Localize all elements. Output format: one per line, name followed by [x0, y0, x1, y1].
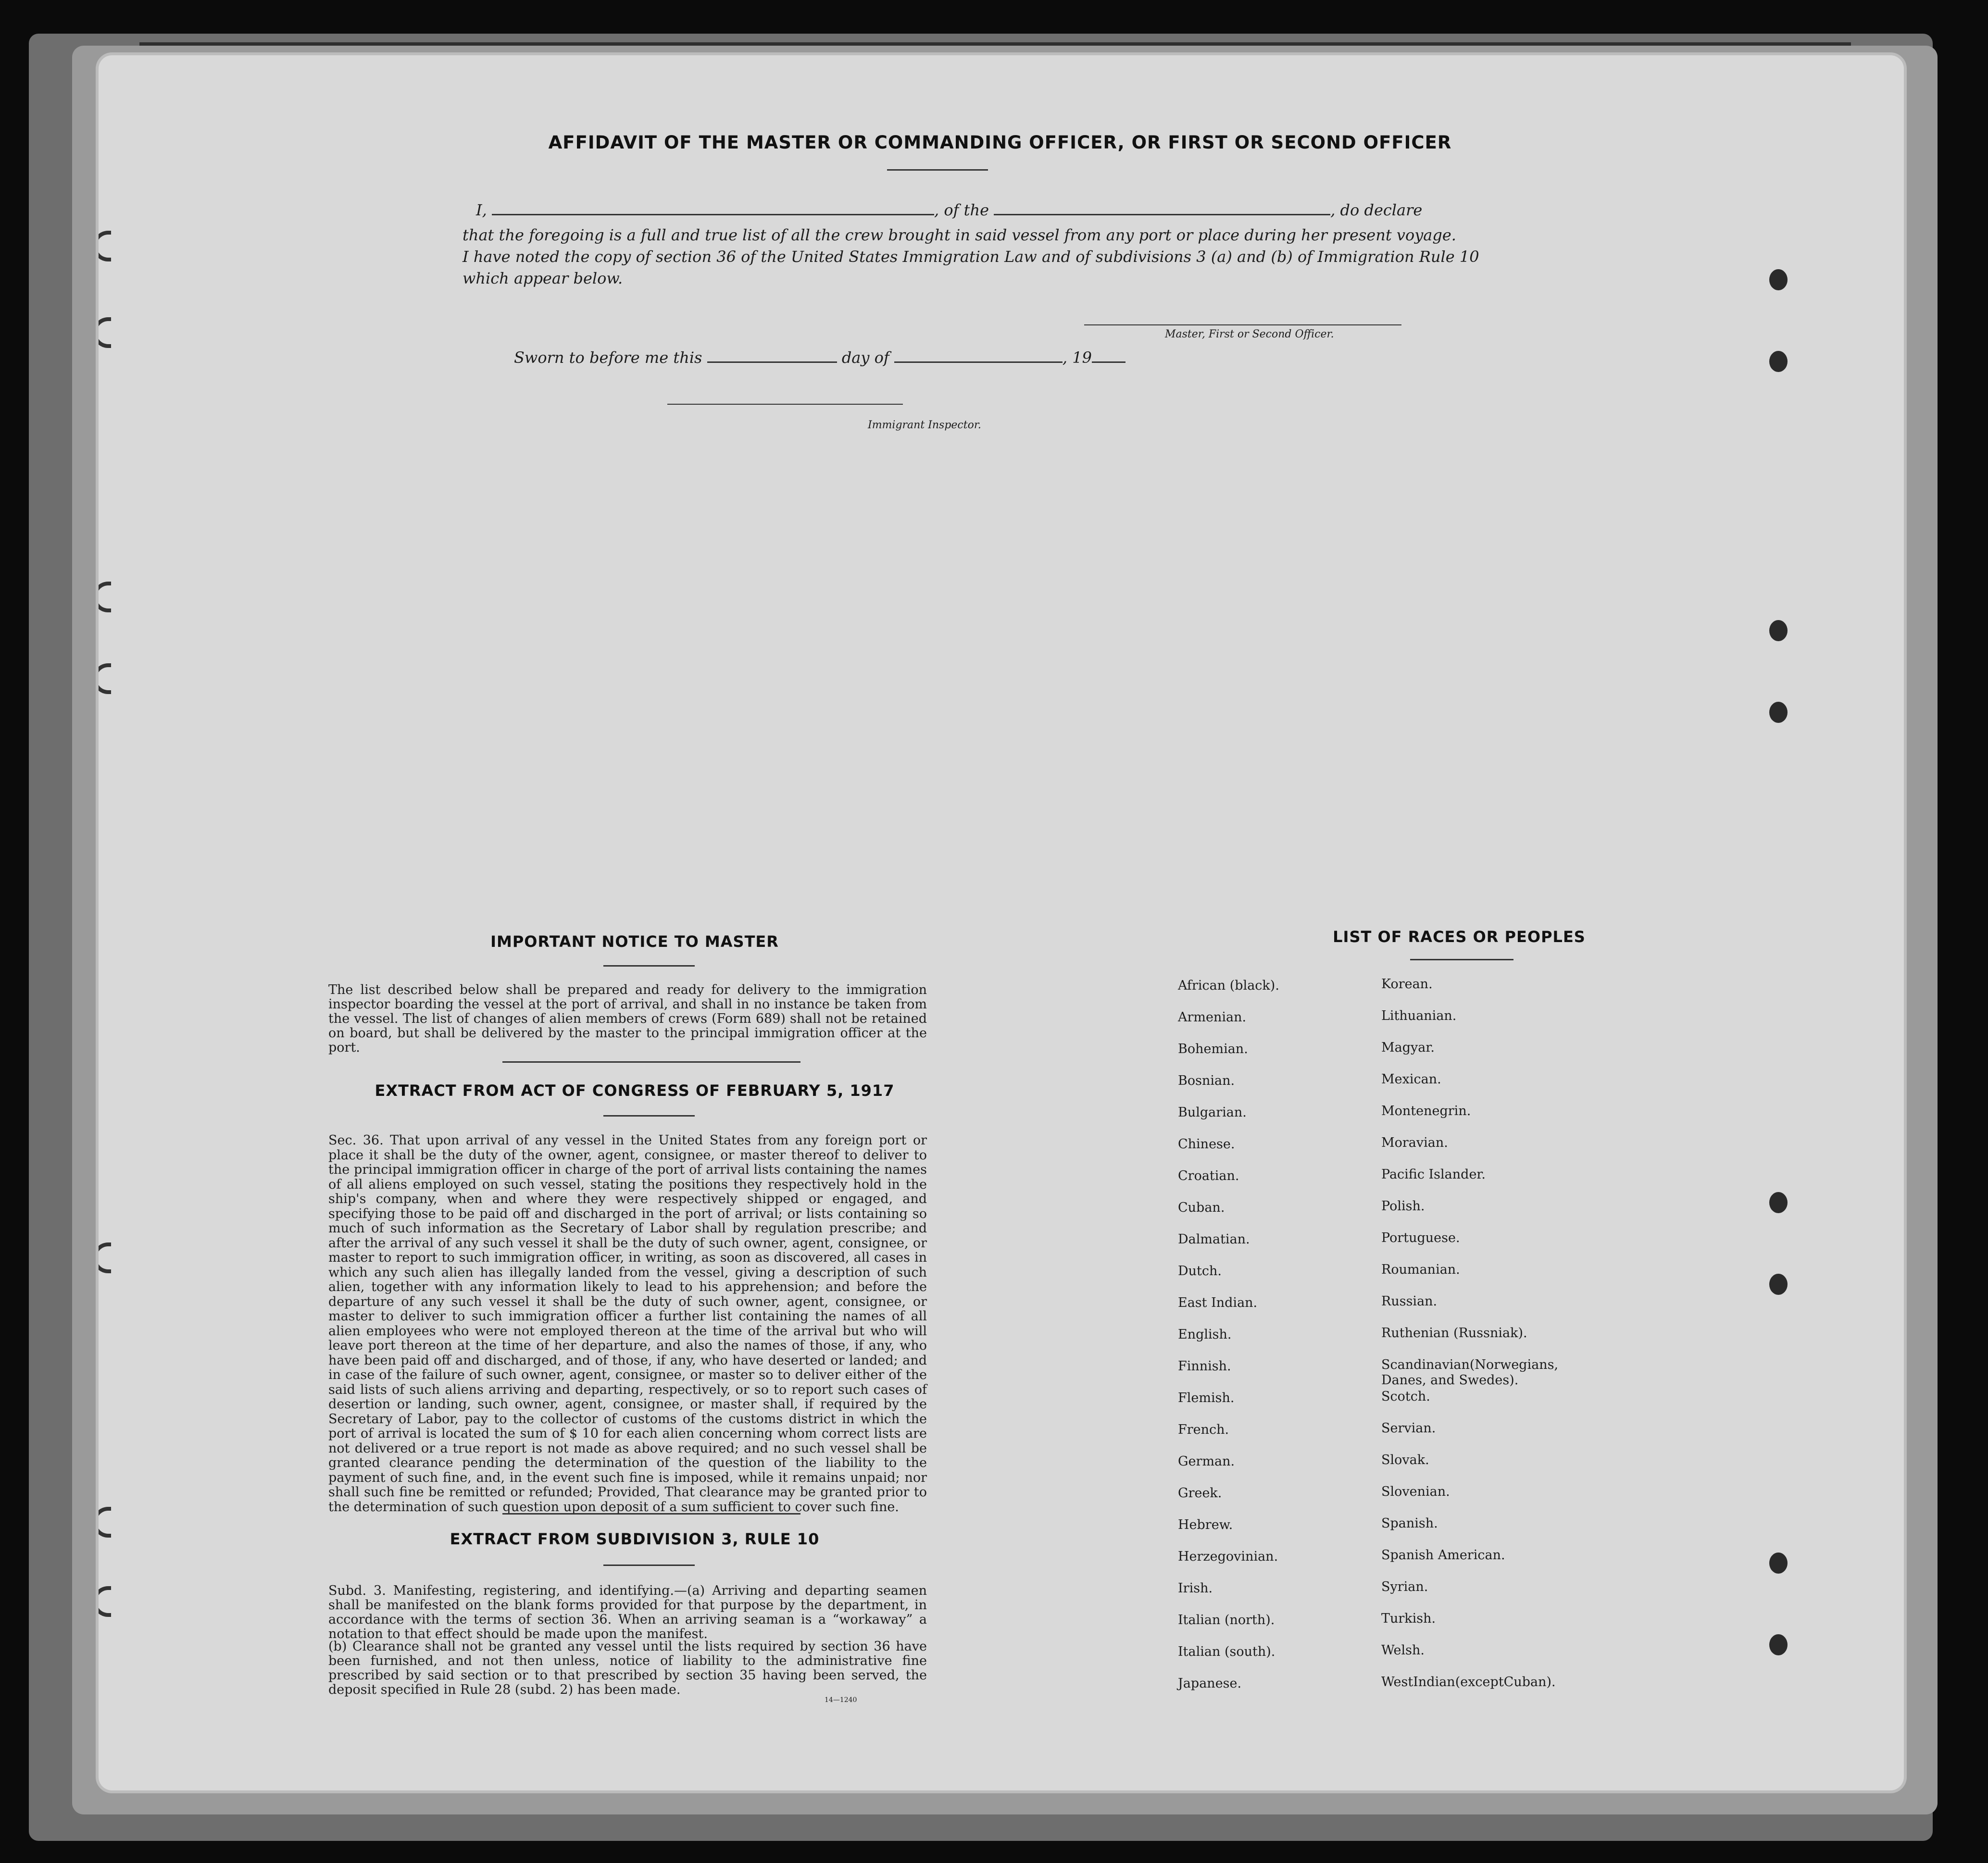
form-number: 14—1240: [825, 1696, 857, 1704]
punch-hole-right: [1769, 1192, 1788, 1213]
race-item: WestIndian(exceptCuban).: [1381, 1675, 1556, 1689]
race-item: Spanish American.: [1381, 1548, 1505, 1563]
race-item: Russian.: [1381, 1294, 1438, 1309]
punch-hole-right: [1769, 620, 1788, 641]
extract-rule-text-b: (b) Clearance shall not be granted any vessel until the lists required by section 36 have been furnished, and not then unless, notice of liability to the administrative fine prescribed by said section or to that prescribed by section 35 having been served, the deposit specified in Rule 28 (subd. 2) has been made.: [328, 1639, 927, 1697]
race-item: Italian (south).: [1178, 1644, 1275, 1659]
affidavit-line3: I have noted the copy of section 36 of the United States Immigration Law and of subdivisions 3 (a) and (b) of Immigration Rule 10: [463, 248, 1479, 266]
race-item: Roumanian.: [1381, 1262, 1460, 1277]
sworn-month-field[interactable]: [894, 361, 1063, 363]
punch-hole-right: [1769, 351, 1788, 372]
year-label: , 19: [1062, 348, 1092, 367]
race-item: Spanish.: [1381, 1516, 1438, 1531]
of-the-label: , of the: [934, 201, 989, 219]
race-item: Syrian.: [1381, 1579, 1428, 1594]
races-title: LIST OF RACES OR PEOPLES: [1333, 928, 1586, 946]
sworn-line: [514, 348, 1125, 367]
race-item: German.: [1178, 1454, 1235, 1469]
notice-title: IMPORTANT NOTICE TO MASTER: [490, 932, 779, 951]
race-item: Ruthenian (Russniak).: [1381, 1326, 1527, 1341]
race-item: Hebrew.: [1178, 1517, 1233, 1532]
document-page: [99, 55, 1904, 1790]
sworn-year-field[interactable]: [1092, 361, 1125, 363]
race-item: Greek.: [1178, 1486, 1222, 1501]
punch-hole-left: [99, 1242, 111, 1273]
punch-hole-right: [1769, 269, 1788, 290]
races-column-1: [1178, 978, 1351, 1708]
section-divider: [502, 1061, 800, 1063]
punch-hole-left: [99, 231, 111, 261]
punch-hole-right: [1769, 1274, 1788, 1295]
sworn-label: Sworn to before me this: [514, 348, 702, 367]
signature-caption: Master, First or Second Officer.: [1165, 328, 1334, 340]
race-item: Slovak.: [1381, 1453, 1429, 1467]
race-item: Bulgarian.: [1178, 1105, 1247, 1120]
race-item: Armenian.: [1178, 1010, 1247, 1025]
race-item: Finnish.: [1178, 1359, 1231, 1374]
inspector-caption: Immigrant Inspector.: [868, 419, 981, 431]
race-item: Dalmatian.: [1178, 1232, 1250, 1247]
punch-hole-left: [99, 663, 111, 694]
race-item: Chinese.: [1178, 1137, 1235, 1152]
declarant-name-field[interactable]: [492, 214, 934, 215]
race-item: Herzegovinian.: [1178, 1549, 1278, 1564]
race-item: Korean.: [1381, 977, 1433, 992]
race-item: Portuguese.: [1381, 1230, 1460, 1245]
day-of-label: day of: [841, 348, 889, 367]
race-item: Bosnian.: [1178, 1073, 1235, 1088]
race-item: Moravian.: [1381, 1135, 1448, 1150]
races-title-rule: [1410, 959, 1513, 960]
race-item: Flemish.: [1178, 1391, 1235, 1405]
races-column-2: [1381, 977, 1569, 1706]
extract-act-title: EXTRACT FROM ACT OF CONGRESS OF FEBRUARY 5, 1917: [375, 1081, 895, 1100]
extract-rule-rule: [603, 1565, 695, 1566]
race-item: Polish.: [1381, 1199, 1425, 1214]
race-item: Mexican.: [1381, 1072, 1441, 1087]
punch-hole-right: [1769, 702, 1788, 723]
race-item: Pacific Islander.: [1381, 1167, 1486, 1182]
affidavit-title: AFFIDAVIT OF THE MASTER OR COMMANDING OFFICER, OR FIRST OR SECOND OFFICER: [548, 132, 1452, 153]
signature-line[interactable]: [1084, 324, 1401, 325]
race-item: Scandinavian(Norwegians, Danes, and Swedes).: [1381, 1357, 1559, 1388]
sworn-day-field[interactable]: [707, 361, 837, 363]
affidavit-line4: which appear below.: [463, 269, 623, 287]
race-item: Turkish.: [1381, 1611, 1436, 1626]
vessel-name-field[interactable]: [994, 214, 1330, 215]
punch-hole-left: [99, 1586, 111, 1617]
section-divider: [502, 1513, 800, 1515]
notice-title-rule: [603, 965, 695, 967]
race-item: African (black).: [1178, 978, 1279, 993]
punch-hole-right: [1769, 1552, 1788, 1574]
race-item: Dutch.: [1178, 1264, 1222, 1279]
extract-act-rule: [603, 1115, 695, 1117]
race-item: Italian (north).: [1178, 1613, 1275, 1627]
affidavit-line2: that the foregoing is a full and true list of all the crew brought in said vessel from any port or place during her present voyage.: [463, 226, 1456, 244]
notice-text: The list described below shall be prepared and ready for delivery to the immigration inspector boarding the vessel at the port of arrival, and shall in no instance be taken from the vessel. The list of changes of alien members of crews (Form 689) shall not be retained on board, but shall be delivered by the master to the principal immigration officer at the port.: [328, 982, 927, 1055]
race-item: Montenegrin.: [1381, 1104, 1471, 1118]
do-declare-label: , do declare: [1330, 201, 1423, 219]
punch-hole-left: [99, 317, 111, 348]
race-item: English.: [1178, 1327, 1232, 1342]
race-item: Croatian.: [1178, 1168, 1239, 1183]
race-item: Japanese.: [1178, 1676, 1242, 1691]
race-item: Scotch.: [1381, 1389, 1430, 1404]
inspector-signature-line[interactable]: [667, 404, 903, 405]
race-item: Bohemian.: [1178, 1042, 1248, 1056]
extract-rule-text-a: Subd. 3. Manifesting, registering, and identifying.—(a) Arriving and departing seamen shall be manifested on the blank forms provided for that purpose by the department, in accordance with the terms of section 36. When an arriving seaman is a “workaway” a notation to that effect should be made upon the manifest.: [328, 1583, 927, 1641]
extract-rule-title: EXTRACT FROM SUBDIVISION 3, RULE 10: [450, 1530, 820, 1548]
race-item: East Indian.: [1178, 1295, 1258, 1310]
punch-hole-left: [99, 582, 111, 612]
race-item: Irish.: [1178, 1581, 1213, 1596]
race-item: Cuban.: [1178, 1200, 1225, 1215]
punch-hole-left: [99, 1507, 111, 1538]
race-item: French.: [1178, 1422, 1229, 1437]
punch-hole-right: [1769, 1634, 1788, 1655]
affidavit-line1: [476, 201, 1514, 219]
title-rule: [887, 169, 988, 171]
race-item: Lithuanian.: [1381, 1008, 1457, 1023]
extract-act-text: Sec. 36. That upon arrival of any vessel in the United States from any foreign port or place it shall be the duty of the owner, agent, consignee, or master thereof to deliver to the principal immigration officer in charge of the port of arrival lists containing the names of all aliens employed on such vessel, stating the positions they respectively hold in the ship's company, when and where they were respectively shipped or engaged, and specifying those to be paid off and discharged in the port of arrival; or lists containing so much of such information as the Secretary of Labor shall by regulation prescribe; and after the arrival of any such vessel it shall be the duty of such owner, agent, consignee, or master to report to such immigration officer, in writing, as soon as discovered, all cases in which any such alien has illegally landed from the vessel, giving a description of such alien, together with any information likely to lead to his apprehension; and before the departure of any such vessel it shall be the duty of such owner, agent, consignee, or master to deliver to such immigration officer a further list containing the names of all alien employees who were not employed thereon at the time of the arrival but who will leave port thereon at the time of her departure, and also the names of those, if any, who have been paid off and discharged, and of those, if any, who have deserted or landed; and in case of the failure of such owner, agent, consignee, or master so to deliver either of the said lists of such aliens arriving and departing, respectively, or so to report such cases of desertion or landing, such owner, agent, consignee, or master shall, if required by the Secretary of Labor, pay to the collector of customs of the customs district in which the port of arrival is located the sum of $ 10 for each alien concerning whom correct lists are not delivered or a true report is not made as above required; and no such vessel shall be granted clearance pending the determination of the question of the liability to the payment of such fine, and, in the event such fine is imposed, while it remains unpaid; nor shall such fine be remitted or refunded; Provided, That clearance may be granted prior to the determination of such question upon deposit of a sum sufficient to cover such fine.: [328, 1133, 927, 1515]
race-item: Slovenian.: [1381, 1484, 1450, 1499]
race-item: Servian.: [1381, 1421, 1436, 1436]
i-label: I,: [476, 201, 487, 219]
race-item: Welsh.: [1381, 1643, 1425, 1658]
race-item: Magyar.: [1381, 1040, 1435, 1055]
